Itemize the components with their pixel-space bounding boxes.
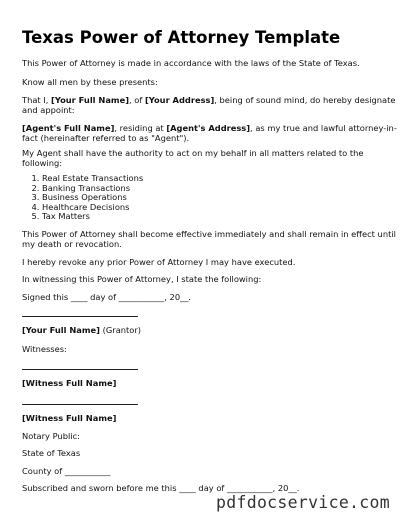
- state-text: State of Texas: [22, 448, 81, 458]
- list-item: 5. Tax Matters: [42, 212, 143, 222]
- grantor-signature-line: [22, 316, 138, 317]
- subscribed-text: Subscribed and sworn before me this ____ day of ___________, 20__.: [22, 483, 300, 493]
- witness1-signature-line: [22, 369, 138, 370]
- notary-label: Notary Public:: [22, 431, 80, 441]
- grantor-address-placeholder: [Your Address]: [144, 95, 215, 105]
- list-item: 3. Business Operations: [42, 193, 143, 203]
- signed-text: Signed this ____ day of ___________, 20__.: [22, 292, 192, 302]
- witnesses-label: Witnesses:: [22, 344, 67, 354]
- agent-line-1: [Agent's Full Name], residing at [Agent's Address], as my true and lawful attorney-in-: [22, 123, 397, 133]
- agent-line-2: fact (hereinafter referred to as "Agent").: [22, 133, 190, 143]
- agent-name-placeholder: [Agent's Full Name]: [22, 123, 115, 133]
- county-text: County of ___________: [22, 466, 111, 476]
- list-item: 2. Banking Transactions: [42, 184, 143, 194]
- witnessing-text: In witnessing this Power of Attorney, I state the following:: [22, 274, 262, 284]
- designation-line-2: and appoint:: [22, 105, 75, 115]
- witness2-label: [Witness Full Name]: [22, 413, 117, 423]
- revoke-text: I hereby revoke any prior Power of Attorney I may have executed.: [22, 257, 296, 267]
- grantor-name-placeholder: [Your Full Name]: [51, 95, 130, 105]
- list-item: 1. Real Estate Transactions: [42, 174, 143, 184]
- authority-line-2: following:: [22, 158, 63, 168]
- effective-line-1: This Power of Attorney shall become effective immediately and shall remain in effect until: [22, 229, 396, 239]
- document-title: Texas Power of Attorney Template: [22, 28, 341, 47]
- site-watermark: pdfdocservice.com: [216, 493, 390, 512]
- witness2-signature-line: [22, 404, 138, 405]
- effective-line-2: my death or revocation.: [22, 239, 122, 249]
- witness1-label: [Witness Full Name]: [22, 378, 117, 388]
- list-item: 4. Healthcare Decisions: [42, 203, 143, 213]
- grantor-signature-label: [Your Full Name] (Grantor): [22, 325, 142, 335]
- agent-address-placeholder: [Agent's Address]: [166, 123, 251, 133]
- know-all-text: Know all men by these presents:: [22, 77, 158, 87]
- authority-line-1: My Agent shall have the authority to act on my behalf in all matters related to the: [22, 148, 364, 158]
- designation-line-1: That I, [Your Full Name], of [Your Address], being of sound mind, do hereby designate: [22, 95, 396, 105]
- powers-list: [22, 174, 143, 222]
- intro-text: This Power of Attorney is made in accordance with the laws of the State of Texas.: [22, 58, 360, 68]
